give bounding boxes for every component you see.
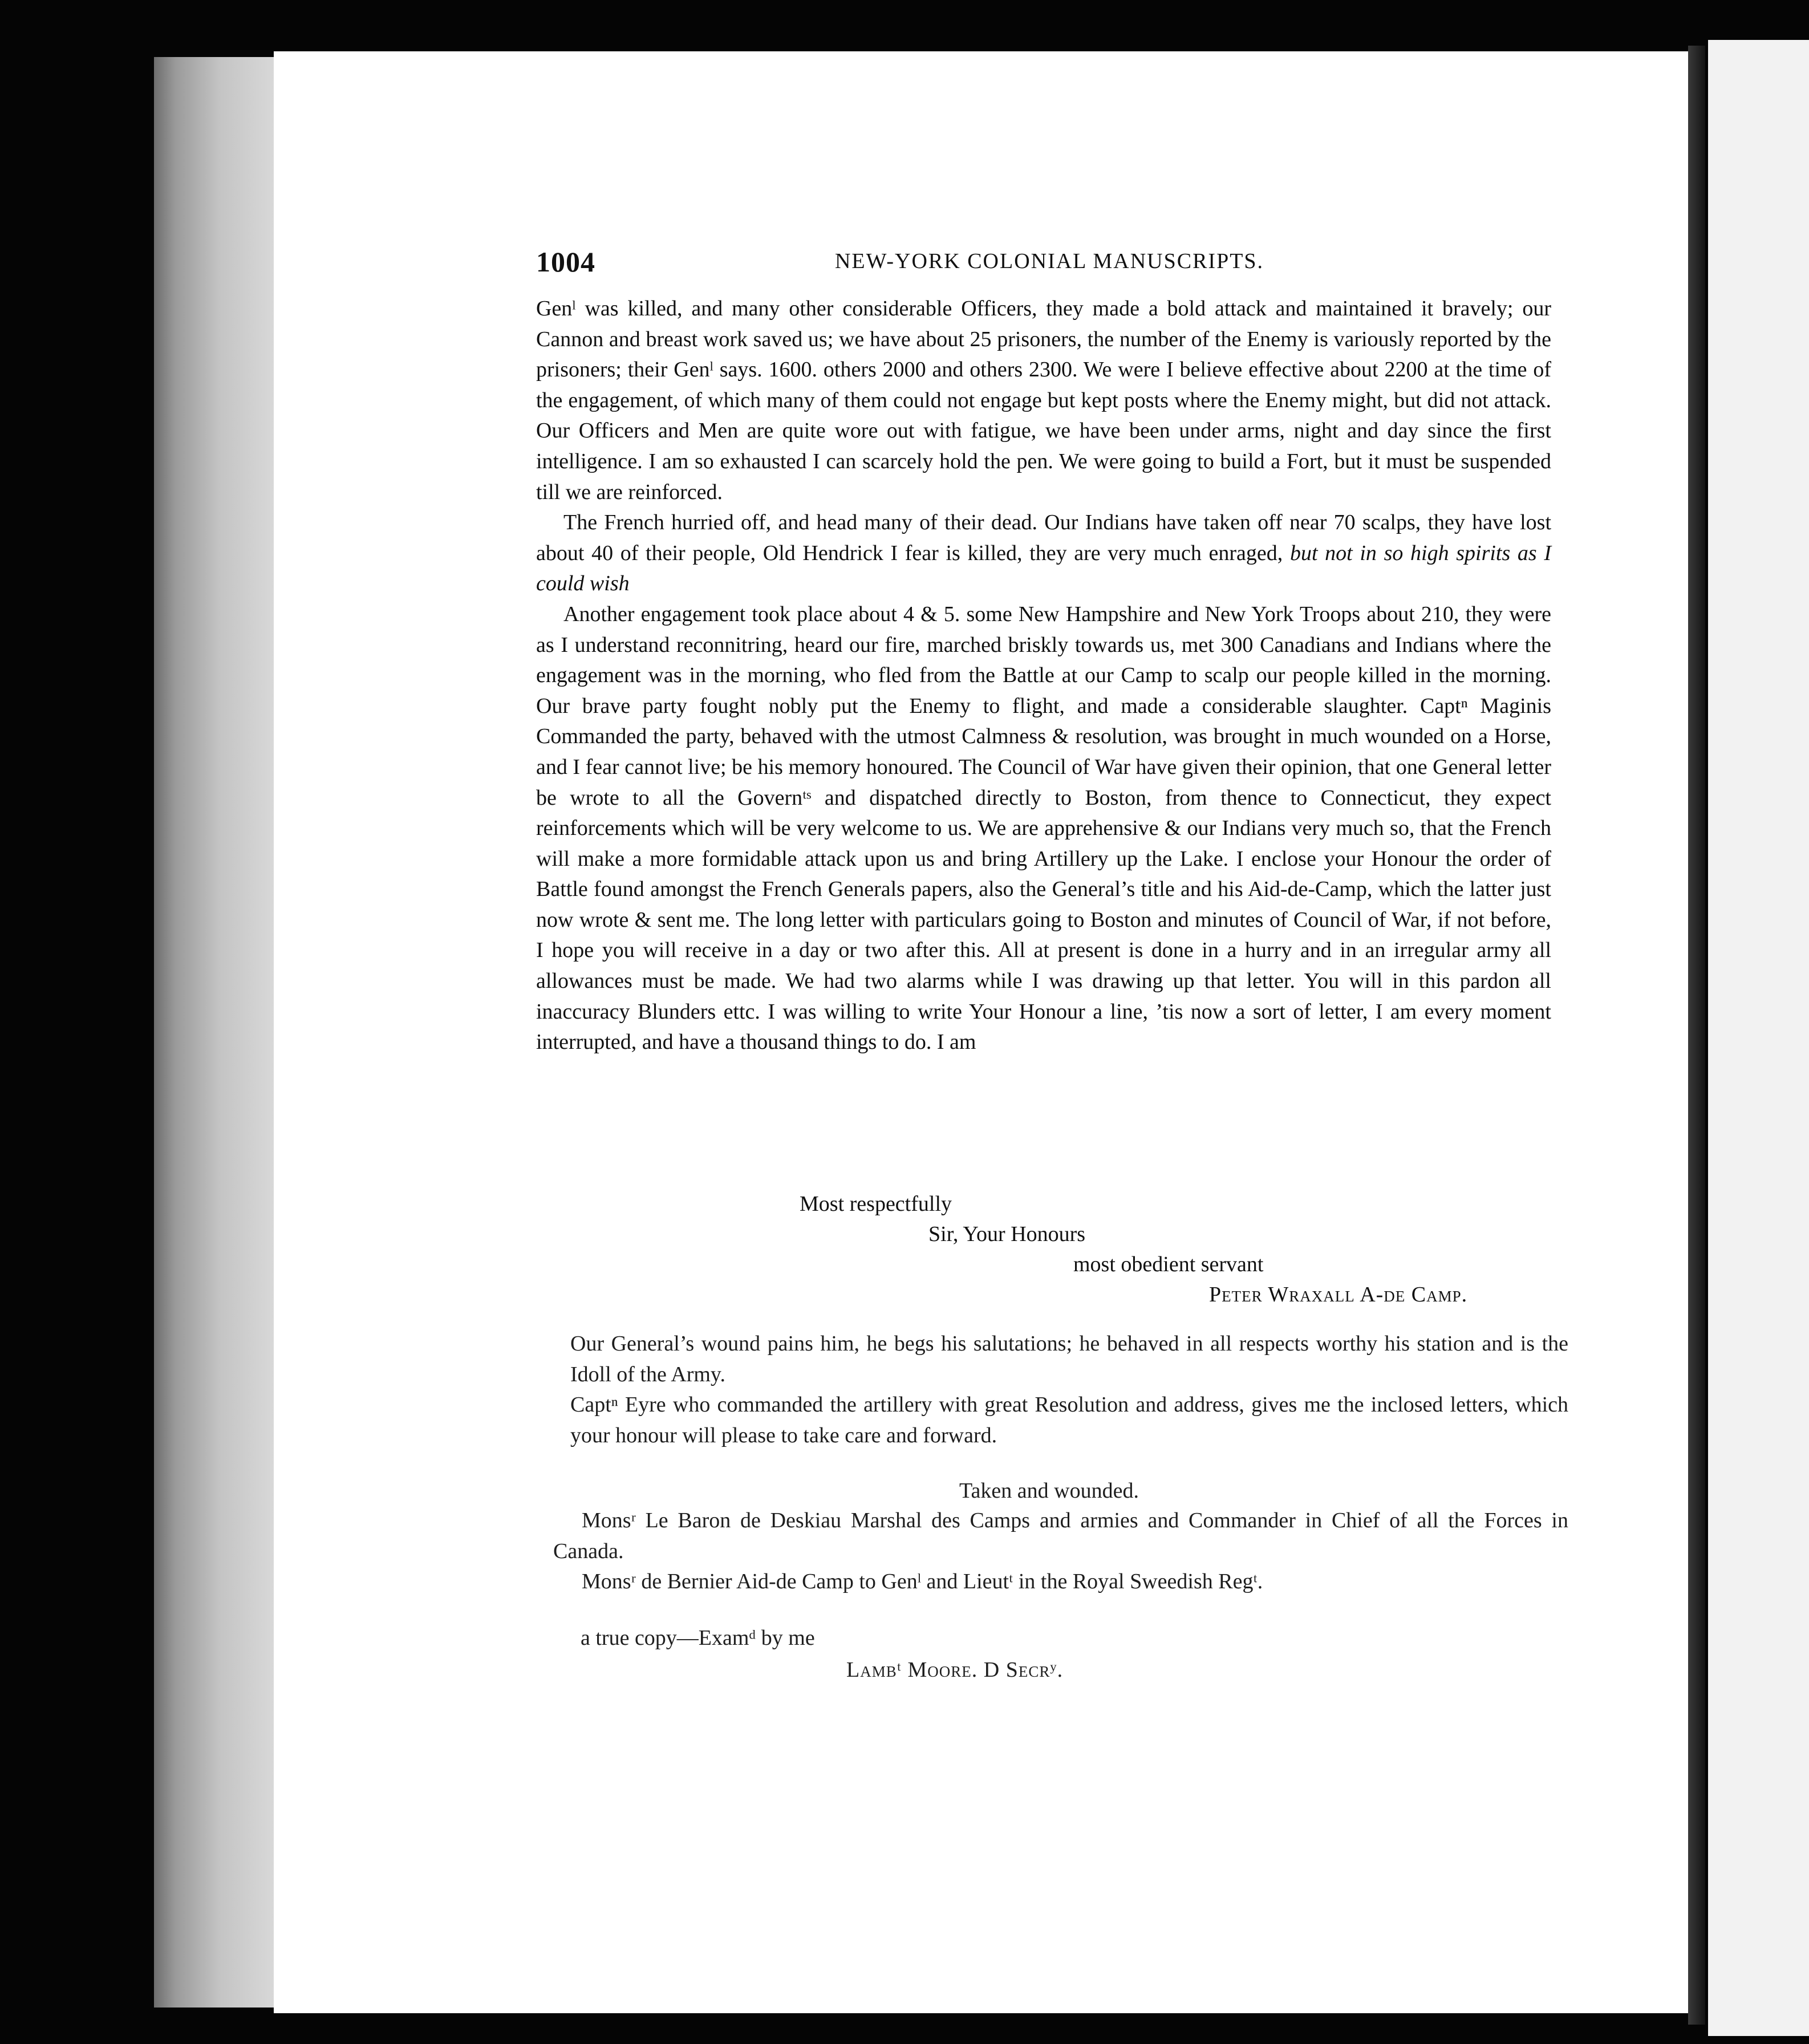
closing-line: most obedient servant [1073,1252,1264,1276]
taken-entry: Monsʳ de Bernier Aid-de Camp to Genˡ and Lieutᵗ in the Royal Sweedish Regᵗ. [582,1570,1263,1594]
running-title: NEW-YORK COLONIAL MANUSCRIPTS. [834,249,1264,273]
postscript-paragraph: Our General’s wound pains him, he begs his salutations; he behaved in all respects worthy his station and is the Idoll of the Army. [570,1332,1568,1386]
closing-line: Most respectfully [800,1192,952,1216]
page-gutter [1688,46,1705,2025]
letter-text: The French hurried off, and head many of their dead. Our Indians have taken off near 70 scalps, they have lost about 40 of their people, Old Hendrick I fear is killed, they are very much enraged, [536,510,1551,565]
taken-entry: Monsʳ Le Baron de Deskiau Marshal des Camps and armies and Commander in Chief of all the Forces in Canada. [553,1508,1568,1563]
attestation-signer: Lambᵗ Moore. D Secrʸ. [846,1658,1064,1682]
next-page-edge [1708,40,1809,2036]
letter-italic-text: but not in so high spirits as I could wish [536,541,1552,596]
letter-paragraph [536,508,1551,599]
letter-paragraph: Another engagement took place about 4 & 5. some New Hampshire and New York Troops about 210, they were as I understand reconnitring, heard our fire, marched briskly towards us, met 300 Canadians and Indians where the engagement was in the morning, who fled from the Battle at our Camp to scalp our people killed in the morning. Our brave party fought nobly put the Enemy to flight, and made a considerable slaughter. Captⁿ Maginis Commanded the party, behaved with the utmost Calmness & resolution, was brought in much wounded on a Horse, and I fear cannot live; be his memory honoured. The Council of War have given their opinion, that one General letter be wrote to all the Governᵗˢ and dispatched directly to Boston, from thence to Connecticut, they expect reinforcements which will be very welcome to us. We are apprehensive & our Indians very much so, that the French will make a more formidable attack upon us and bring Artillery up the Lake. I enclose your Honour the order of Battle found amongst the French Generals papers, also the General’s title and his Aid-de-Camp, which the latter just now wrote & sent me. The long letter with particulars going to Boston and minutes of Council of War, if not before, I hope you will receive in a day or two after this. All at present is done in a hurry and in an irregular army all allowances must be made. We had two alarms while I was drawing up that letter. You will in this pardon all inaccuracy Blunders ettc. I was willing to write Your Honour a line, ’tis now a sort of letter, I am every moment interrupted, and have a thousand things to do. I am [536,602,1551,1055]
book-spine-shadow [154,57,274,2008]
letter-paragraph: Genˡ was killed, and many other considerable Officers, they made a bold attack and maintained it bravely; our Cannon and breast work saved us; we have about 25 prisoners, the number of the Enemy is variously reported by the prisoners; their Genˡ says. 1600. others 2000 and others 2300. We were I believe effective about 2200 at the time of the engagement, of which many of them could not engage but kept posts where the Enemy might, but did not attack. Our Officers and Men are quite wore out with fatigue, we have been under arms, night and day since the first intelligence. I am so exhausted I can scarcely hold the pen. We were going to build a Fort, but it must be suspended till we are reinforced. [536,297,1551,504]
letter-body [536,294,1551,1058]
closing-line: Sir, Your Honours [928,1222,1086,1246]
copy-attestation: a true copy—Examᵈ by me [581,1626,815,1650]
taken-list [553,1506,1568,1597]
page-number: 1004 [536,246,595,278]
postscript-paragraph: Captⁿ Eyre who commanded the artillery with great Resolution and address, gives me the inclosed letters, which your honour will please to take care and forward. [570,1393,1568,1447]
signature: Peter Wraxall A-de Camp. [1209,1283,1468,1307]
section-heading: Taken and wounded. [959,1479,1139,1503]
postscript [570,1329,1568,1451]
page-header [536,245,1563,285]
